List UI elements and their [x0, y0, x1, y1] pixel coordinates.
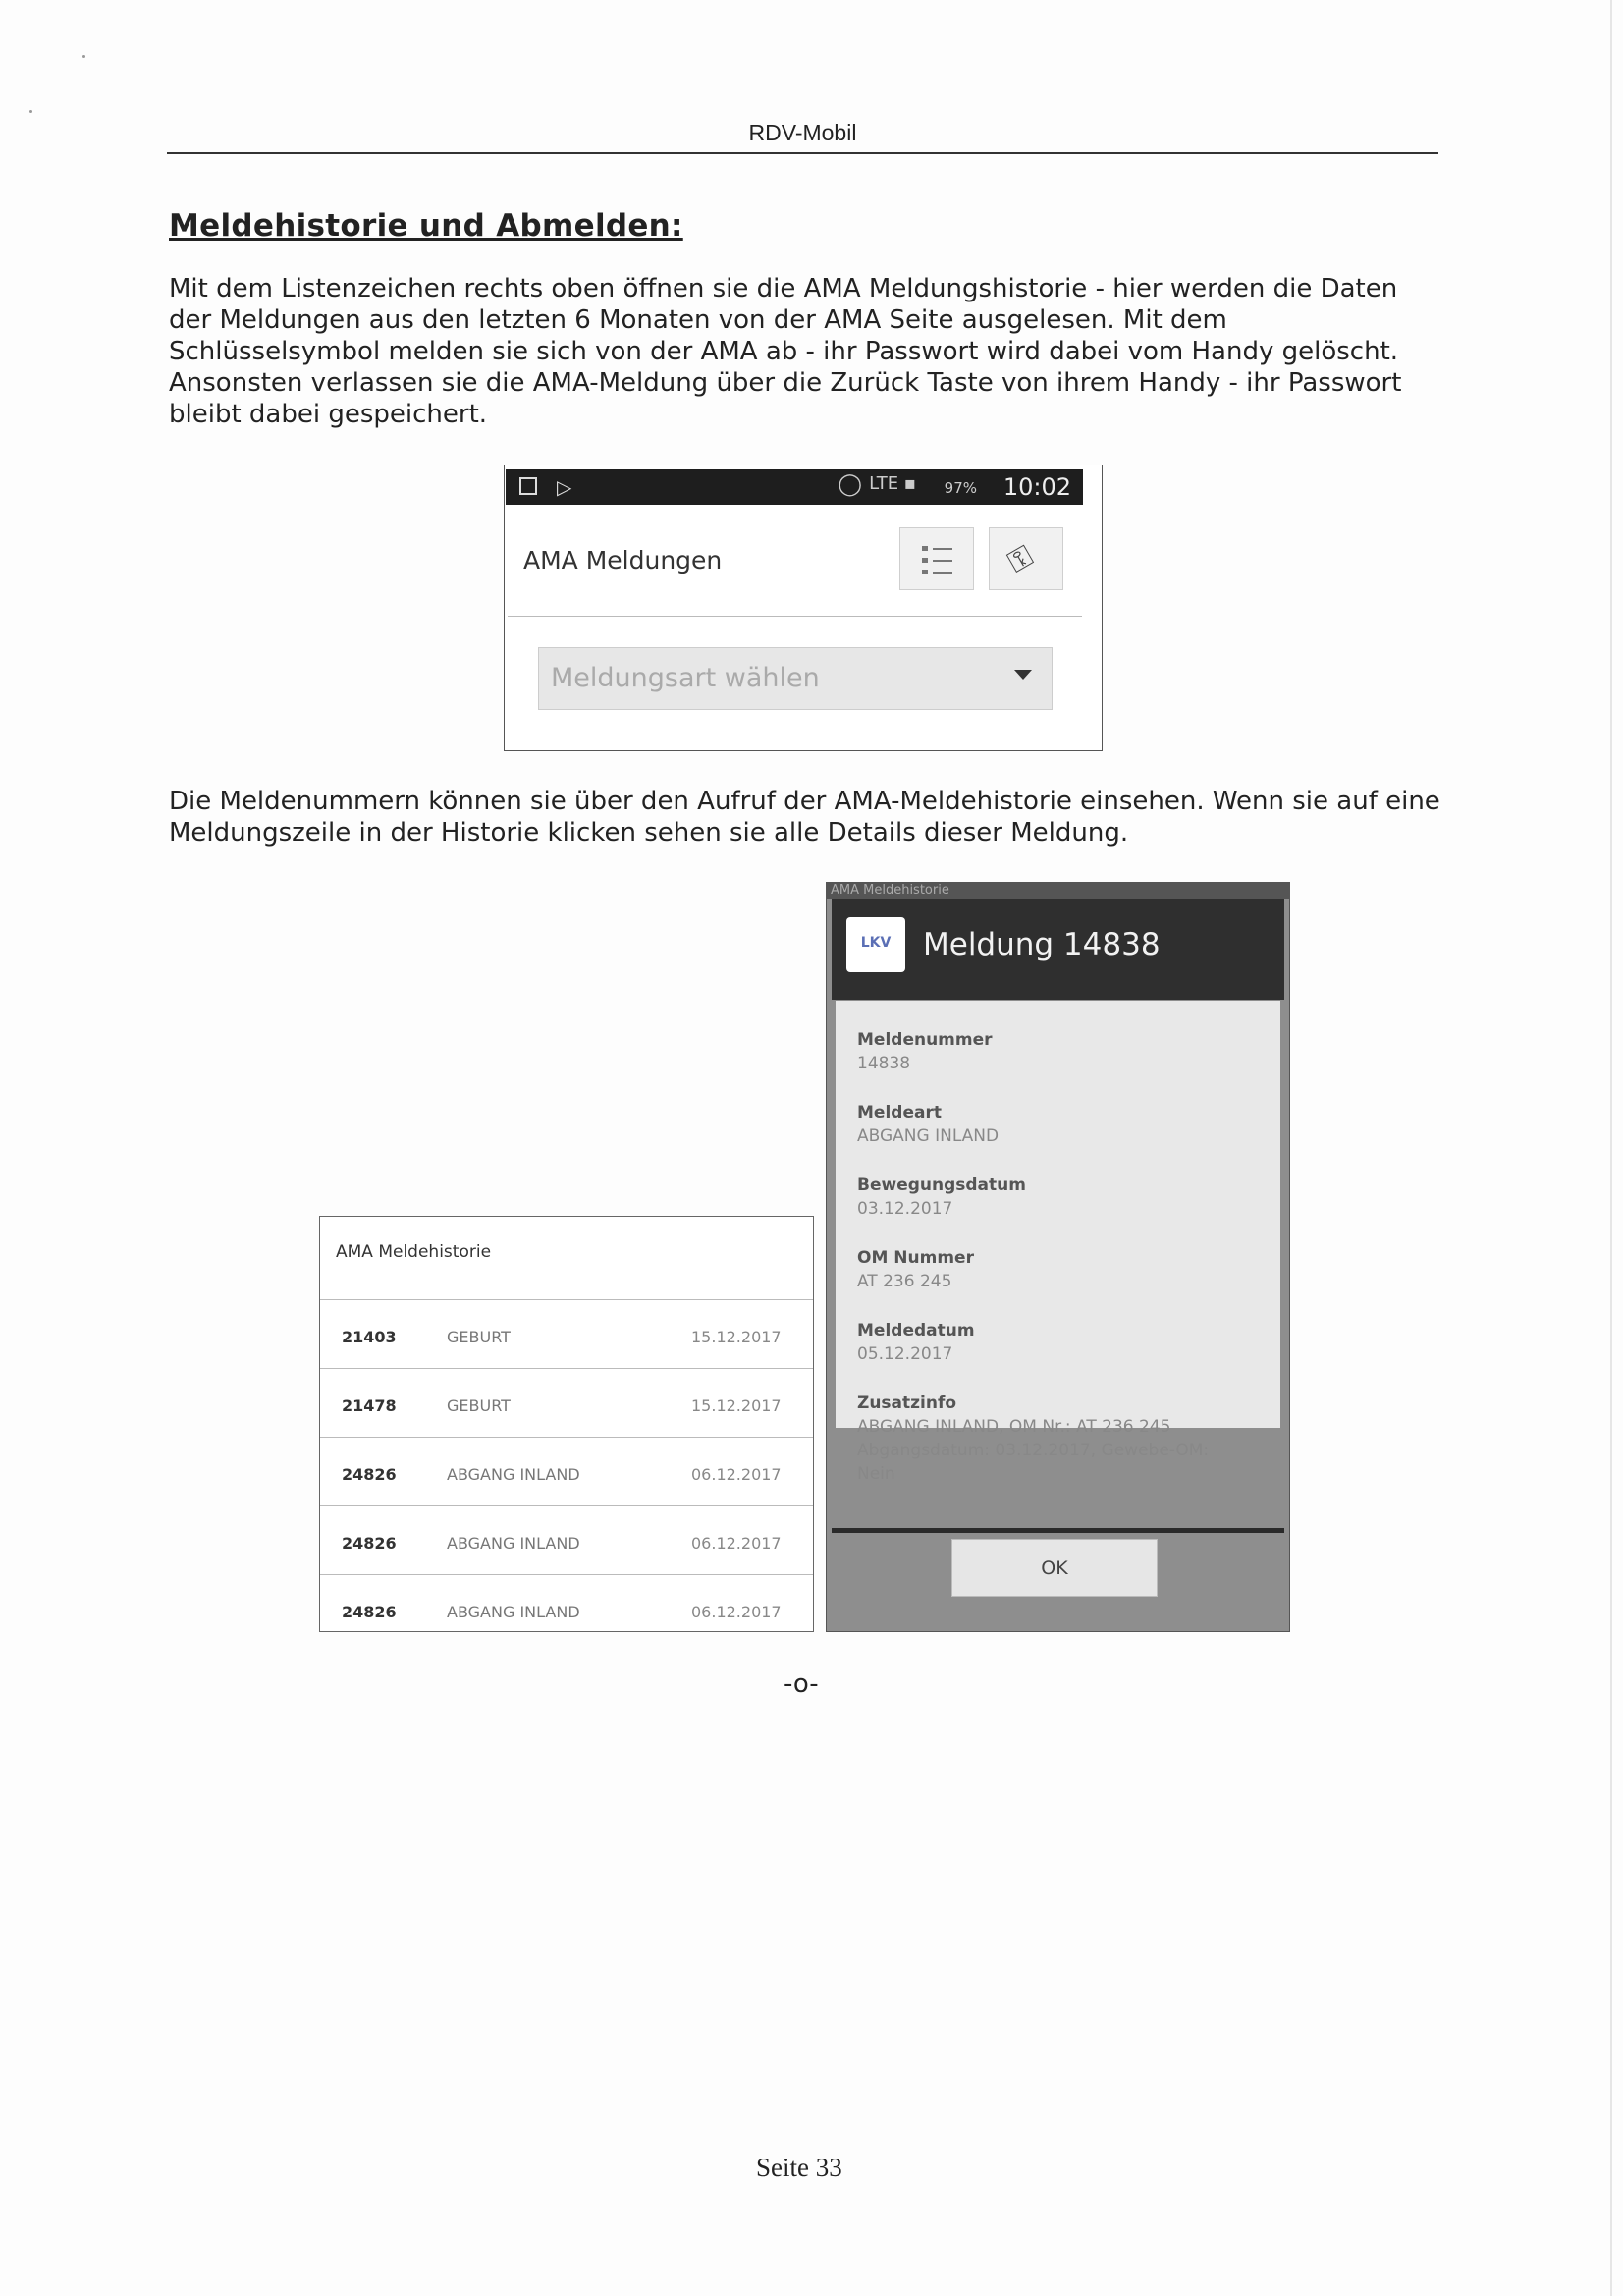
- page-header: RDV-Mobil: [748, 120, 857, 145]
- history-row[interactable]: [320, 1299, 813, 1369]
- lkv-logo: [846, 917, 905, 972]
- row-date: 06.12.2017: [691, 1534, 782, 1553]
- paragraph-intro: Mit dem Listenzeichen rechts oben öffnen sie die AMA Meldungshistorie - hier werden die Daten der Meldungen aus den letzten 6 Monaten von der AMA Seite ausgelesen. Mit dem Schlüsselsymbol melden sie sich von der AMA ab - ihr Passwort wird dabei vom Handy gelöscht. Ansonsten verlassen sie die AMA-Meldung über die Zurück Taste von ihrem Handy - ihr Passwort bleibt dabei gespeichert.: [169, 274, 1402, 429]
- page-number: Seite 33: [756, 2153, 842, 2182]
- network-label: LTE: [869, 473, 899, 494]
- field-value: ABGANG INLAND: [857, 1126, 1000, 1146]
- field-value: 14838: [857, 1054, 911, 1073]
- row-number: 24826: [342, 1465, 397, 1484]
- section-title: Meldehistorie und Abmelden:: [169, 208, 683, 244]
- alarm-icon: ◯: [838, 472, 862, 497]
- field-value: Abgangsdatum: 03.12.2017, Gewebe-OM:: [857, 1441, 1210, 1460]
- paragraph-history: Die Meldenummern können sie über den Aufruf der AMA-Meldehistorie einsehen. Wenn sie auf eine Meldungszeile in der Historie klicken sehen sie alle Details dieser Meldung.: [169, 787, 1440, 847]
- row-date: 15.12.2017: [691, 1396, 782, 1415]
- logo-text: LKV: [860, 935, 892, 951]
- scan-speck: [29, 110, 32, 113]
- row-type: ABGANG INLAND: [447, 1534, 580, 1553]
- status-bar: [506, 469, 1083, 505]
- row-type: ABGANG INLAND: [447, 1603, 580, 1621]
- dialog-body: [836, 1001, 1280, 1484]
- battery-label: 97%: [944, 479, 977, 497]
- ok-button[interactable]: [951, 1539, 1158, 1597]
- field-label: OM Nummer: [857, 1248, 974, 1268]
- history-row[interactable]: [320, 1574, 813, 1644]
- detail-dialog: [826, 882, 1290, 1632]
- history-row[interactable]: [320, 1505, 813, 1575]
- dialog-divider: [832, 1528, 1284, 1533]
- row-type: ABGANG INLAND: [447, 1465, 580, 1484]
- end-separator: -o-: [784, 1669, 819, 1699]
- field-value: Nein: [857, 1464, 895, 1484]
- history-list-button[interactable]: [899, 527, 974, 590]
- row-date: 06.12.2017: [691, 1465, 782, 1484]
- field-value: AT 236 245: [857, 1272, 952, 1291]
- field-label: Meldeart: [857, 1103, 942, 1122]
- row-date: 06.12.2017: [691, 1603, 782, 1621]
- dialog-title: Meldung 14838: [923, 927, 1161, 962]
- message-type-select[interactable]: [538, 647, 1053, 710]
- key-icon: ⚿: [1001, 538, 1040, 580]
- app-title: AMA Meldungen: [523, 546, 723, 574]
- row-number: 24826: [342, 1534, 397, 1553]
- logout-button[interactable]: [989, 527, 1063, 590]
- caret-down-icon: [1014, 670, 1032, 680]
- signal-icon: LTE ▪: [869, 473, 916, 494]
- field-label: Meldenummer: [857, 1030, 993, 1050]
- select-placeholder: Meldungsart wählen: [551, 663, 820, 693]
- field-value: ABGANG INLAND, OM Nr.: AT 236 245: [857, 1417, 1171, 1437]
- ok-label: OK: [1041, 1558, 1068, 1579]
- field-value: 05.12.2017: [857, 1344, 953, 1364]
- row-number: 24826: [342, 1603, 397, 1621]
- field-value: 03.12.2017: [857, 1199, 953, 1219]
- row-number: 21403: [342, 1328, 397, 1346]
- header-rule: [167, 152, 1438, 154]
- history-list: [319, 1216, 814, 1632]
- play-store-icon: ▷: [557, 475, 572, 499]
- row-type: GEBURT: [447, 1396, 511, 1415]
- status-time: 10:02: [1002, 473, 1071, 501]
- field-label: Zusatzinfo: [857, 1394, 957, 1413]
- field-label: Bewegungsdatum: [857, 1175, 1026, 1195]
- scan-edge: [1610, 0, 1612, 2296]
- divider: [508, 616, 1082, 617]
- row-number: 21478: [342, 1396, 397, 1415]
- history-title: AMA Meldehistorie: [336, 1242, 492, 1262]
- row-type: GEBURT: [447, 1328, 511, 1346]
- history-row[interactable]: [320, 1368, 813, 1438]
- notification-icon: [519, 477, 537, 495]
- row-date: 15.12.2017: [691, 1328, 782, 1346]
- field-label: Meldedatum: [857, 1321, 975, 1340]
- scan-speck: [82, 55, 85, 58]
- behind-title: AMA Meldehistorie: [827, 883, 1289, 899]
- history-row[interactable]: [320, 1437, 813, 1506]
